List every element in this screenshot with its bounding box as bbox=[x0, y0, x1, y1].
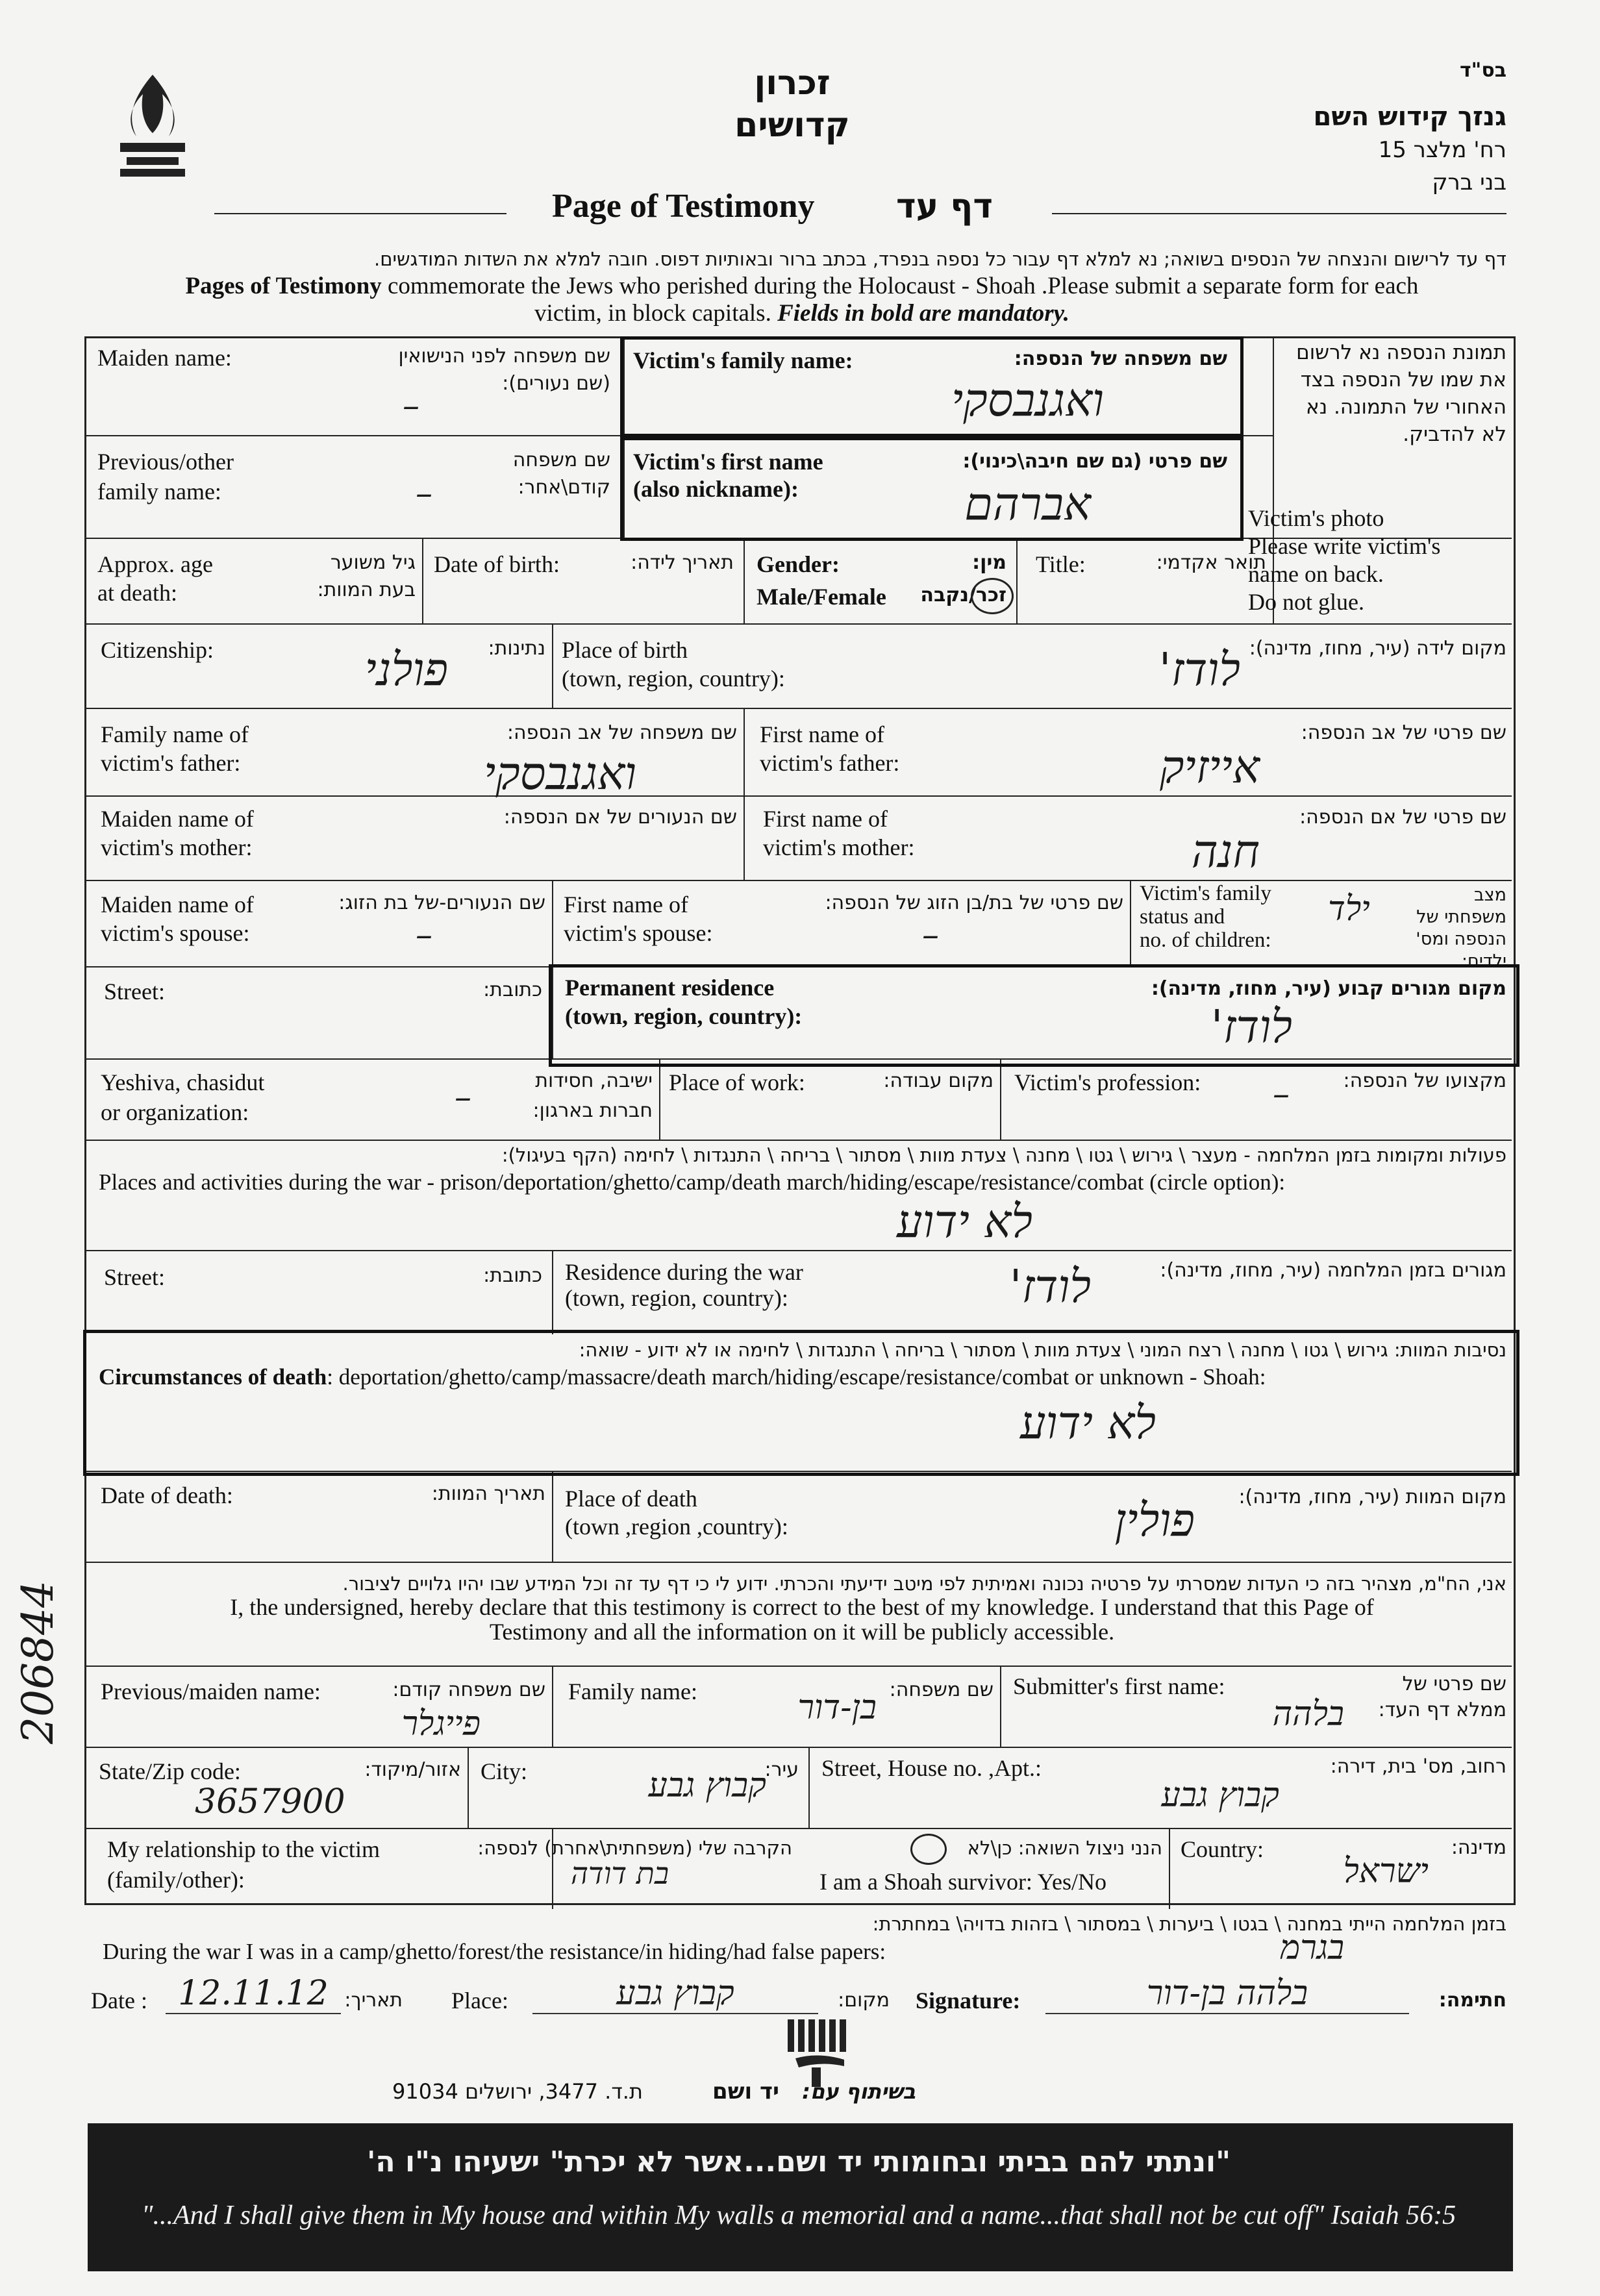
res-war-label-1: Residence during the war bbox=[565, 1259, 803, 1285]
dob-label-he: תאריך לידה: bbox=[631, 551, 734, 574]
org-address: רח' מלצר 15 bbox=[1378, 137, 1506, 163]
profession-label-he: מקצועו של הנספה: bbox=[1343, 1069, 1506, 1092]
intro-en-text-2: victim, in block capitals. bbox=[534, 300, 778, 327]
mother-maiden-label-1: Maiden name of bbox=[101, 806, 254, 832]
street-label-he: כתובת: bbox=[483, 979, 542, 1001]
family-status-value[interactable]: ילד bbox=[1328, 890, 1370, 929]
spouse-maiden-value[interactable]: – bbox=[416, 916, 432, 955]
margin-number: 206844 bbox=[13, 1580, 63, 1744]
spouse-first-label-1: First name of bbox=[564, 892, 688, 917]
circumstances-label-he: נסיבות המוות: גירוש \ גטו \ מחנה \ רצח המוני \ צעדת מוות \ מסתור \ בריחה \ התנגדות \ לחימה או לא ידוע - שואה: bbox=[579, 1339, 1506, 1361]
approx-age-label-1: Approx. age bbox=[97, 551, 213, 577]
victim-family-label: Victim's family name: bbox=[633, 347, 853, 373]
perm-res-value[interactable]: לודז' bbox=[1210, 1000, 1292, 1053]
survivor-label-he: הנני ניצול השואה: כן\לא bbox=[967, 1837, 1162, 1859]
father-first-label-2: victim's father: bbox=[760, 750, 900, 776]
banner-quote-en: "...And I shall give them in My house and within My walls a memorial and a name...that shall not be cut off" Isaiah 56:5 bbox=[141, 2201, 1456, 2230]
mother-maiden-label-he: שם הנעורים של אם הנספה: bbox=[503, 806, 737, 829]
relationship-label-he: הקרבה שלי (משפחתית\אחרת) לנספה: bbox=[477, 1837, 792, 1859]
father-family-value[interactable]: ואגנבסקי bbox=[483, 747, 636, 800]
victim-first-value[interactable]: אברהם bbox=[964, 477, 1091, 530]
relationship-label-1: My relationship to the victim bbox=[107, 1836, 380, 1862]
title-label-he: תואר אקדמי: bbox=[1156, 551, 1266, 574]
intro-en-mandatory: Fields in bold are mandatory. bbox=[777, 300, 1069, 327]
country-value[interactable]: ישראל bbox=[1343, 1852, 1429, 1891]
date-label: Date : bbox=[91, 1988, 147, 2014]
photo-instructions-he: תמונת הנספה נא לרשום את שמו של הנספה בצד האחורי של התמונה. נא לא להדביק. bbox=[1296, 341, 1506, 446]
circumstances-value[interactable]: לא ידוע bbox=[1019, 1396, 1156, 1449]
circumstances-en-bold: Circumstances of death bbox=[99, 1364, 327, 1390]
declaration-en-1: I, the undersigned, hereby declare that this testimony is correct to the best of my knowledge. I understand that this Page of bbox=[230, 1594, 1374, 1620]
gender-label-he-1: מין: bbox=[972, 551, 1006, 574]
title-label: Title: bbox=[1036, 551, 1086, 577]
country-label-he: מדינה: bbox=[1451, 1836, 1506, 1859]
partner-with: בשיתוף עם: bbox=[802, 2079, 916, 2104]
work-label: Place of work: bbox=[669, 1069, 805, 1095]
previous-family-label-1: Previous/other bbox=[97, 449, 234, 475]
citizenship-value[interactable]: פולני bbox=[364, 643, 448, 696]
citizenship-label: Citizenship: bbox=[101, 637, 214, 663]
survivor-label-en: I am a Shoah survivor: Yes/No bbox=[819, 1869, 1106, 1895]
city-value[interactable]: קבוץ גבע bbox=[648, 1766, 766, 1805]
family-status-label-1: Victim's family bbox=[1140, 882, 1271, 905]
profession-label: Victim's profession: bbox=[1014, 1069, 1201, 1095]
places-label-he: פעולות ומקומות בזמן המלחמה - מעצר \ גירוש \ גטו \ מחנה \ צעדת מוות \ מסתור \ בריחה \ התנגדות \ לחימה (הקף בעיגול): bbox=[501, 1144, 1506, 1166]
signature-label: Signature: bbox=[916, 1988, 1021, 2014]
photo-instructions-en-2: Please write victim's bbox=[1248, 533, 1441, 559]
signature-label-he: חתימה: bbox=[1438, 1989, 1506, 2012]
place-label-he: מקום: bbox=[838, 1989, 890, 2012]
place-death-label-1: Place of death bbox=[565, 1486, 697, 1512]
photo-instructions-en-4: Do not glue. bbox=[1248, 589, 1364, 615]
gender-label-he-2: זכר/נקבה bbox=[920, 584, 1006, 606]
place-birth-label-1: Place of birth bbox=[562, 637, 688, 663]
photo-instructions-en-1: Victim's photo bbox=[1248, 505, 1384, 531]
intro-en-2 bbox=[97, 299, 1506, 329]
father-first-label-he: שם פרטי של אב הנספה: bbox=[1301, 721, 1506, 744]
gender-label-1: Gender: bbox=[756, 551, 840, 577]
page-title-he: דף עד bbox=[896, 187, 993, 226]
submitter-prev-value[interactable]: פייגלר bbox=[401, 1704, 481, 1743]
maiden-name-value[interactable]: – bbox=[403, 386, 419, 425]
mother-first-label-he: שם פרטי של אם הנספה: bbox=[1299, 806, 1506, 829]
gender-label-2: Male/Female bbox=[756, 584, 886, 610]
gender-male-circle[interactable] bbox=[971, 578, 1014, 614]
page-title-en: Page of Testimony bbox=[552, 188, 815, 225]
victim-first-label-1: Victim's first name bbox=[633, 449, 823, 475]
spouse-maiden-label-2: victim's spouse: bbox=[101, 920, 250, 946]
father-family-label-1: Family name of bbox=[101, 721, 249, 747]
street-house-label-he: רחוב, מס' בית, דירה: bbox=[1330, 1755, 1506, 1778]
place-value[interactable]: קבוץ גבע bbox=[532, 1974, 818, 2014]
during-war-label-he: בזמן המלחמה הייתי במחנה \ בגטו \ ביערות \ במסתור \ בזהות בדויה\ במחתרת: bbox=[872, 1913, 1506, 1935]
quote-banner bbox=[88, 2123, 1513, 2271]
citizenship-label-he: נתינות: bbox=[488, 637, 545, 660]
father-family-label-he: שם משפחה של אב הנספה: bbox=[506, 721, 737, 744]
father-first-label-1: First name of bbox=[760, 721, 884, 747]
during-war-label-en: During the war I was in a camp/ghetto/forest/the resistance/in hiding/had false papers: bbox=[103, 1939, 886, 1964]
spouse-first-label-2: victim's spouse: bbox=[564, 920, 713, 946]
res-war-label-2: (town, region, country): bbox=[565, 1285, 788, 1311]
profession-value[interactable]: – bbox=[1273, 1075, 1290, 1114]
family-status-label-he: מצב משפחתי של הנספה ומס' ילדים: bbox=[1416, 885, 1506, 971]
places-value[interactable]: לא ידוע bbox=[896, 1195, 1032, 1248]
father-family-label-2: victim's father: bbox=[101, 750, 241, 776]
place-death-value[interactable]: פולין bbox=[1114, 1493, 1195, 1547]
mother-maiden-label-2: victim's mother: bbox=[101, 834, 253, 860]
dod-label: Date of death: bbox=[101, 1482, 233, 1508]
country-label: Country: bbox=[1181, 1836, 1264, 1862]
header-rule-right bbox=[1052, 213, 1506, 214]
street-house-value[interactable]: קבוץ גבע bbox=[1161, 1776, 1279, 1815]
street-war-label-he: כתובת: bbox=[483, 1264, 542, 1287]
survivor-no-circle[interactable] bbox=[910, 1834, 947, 1865]
previous-family-label-he: שם משפחה קודם\אחר: bbox=[512, 449, 610, 499]
banner-quote-he: "ונתתי להם בביתי ובחומותי יד ושם...אשר לא יכרת" ישעיהו נ"ו ה' bbox=[366, 2145, 1231, 2178]
signature-value[interactable]: בלהה בן-דור bbox=[1045, 1974, 1409, 2014]
intro-en-1 bbox=[97, 271, 1506, 301]
work-label-he: מקום עבודה: bbox=[883, 1069, 994, 1092]
submitter-family-label: Family name: bbox=[568, 1678, 697, 1704]
submitter-family-value[interactable]: בן-דור bbox=[797, 1688, 877, 1727]
res-war-label-he: מגורים בזמן המלחמה (עיר, מחוז, מדינה): bbox=[1160, 1259, 1506, 1282]
yeshiva-label-he-1: ישיבה, חסידות bbox=[535, 1069, 653, 1092]
logo bbox=[107, 71, 198, 182]
title-he-2: קדושים bbox=[734, 106, 850, 145]
place-birth-label-2: (town, region, country): bbox=[562, 666, 785, 692]
header-rule-left bbox=[214, 213, 506, 214]
circumstances-label-en bbox=[99, 1362, 1508, 1392]
zip-label-he: אזור/מיקוד: bbox=[364, 1758, 461, 1781]
family-status-label-2: status and bbox=[1140, 905, 1225, 929]
place-label: Place: bbox=[451, 1988, 508, 2014]
street-label: Street: bbox=[104, 979, 165, 1004]
places-label-en: Places and activities during the war - prison/deportation/ghetto/camp/death march/hiding/escape/resistance/combat (circle option): bbox=[99, 1169, 1286, 1195]
org-name: גנזך קידוש השם bbox=[1313, 102, 1506, 132]
street-war-label: Street: bbox=[104, 1264, 165, 1290]
place-death-label-he: מקום המוות (עיר, מחוז, מדינה): bbox=[1238, 1486, 1506, 1508]
yeshiva-label-he-2: חברות בארגון: bbox=[532, 1099, 653, 1122]
intro-he: דף עד לרישום והנצחה של הנספים בשואה; נא למלא דף עבור כל נספה בנפרד, בכתב ברור ובאותיות דפוס. חובה למלא את השדות המודגשים. bbox=[374, 248, 1506, 270]
intro-en-bold: Pages of Testimony bbox=[185, 273, 382, 299]
father-first-value[interactable]: אייזיק bbox=[1159, 740, 1260, 793]
maiden-name-label: Maiden name: bbox=[97, 345, 232, 371]
partner-address: ת.ד. 3477, ירושלים 91034 bbox=[392, 2079, 643, 2104]
relationship-value[interactable]: בת דודה bbox=[570, 1856, 669, 1891]
photo-instructions-en-3: name on back. bbox=[1248, 561, 1384, 587]
zip-value[interactable]: 3657900 bbox=[195, 1782, 345, 1821]
bsd: בס"ד bbox=[1460, 59, 1506, 82]
yeshiva-value[interactable]: – bbox=[455, 1078, 471, 1117]
submitter-first-label-he: שם פרטי של ממלא דף העד: bbox=[1378, 1673, 1506, 1721]
city-label-he: עיר: bbox=[764, 1758, 799, 1781]
date-value[interactable]: 12.11.12 bbox=[166, 1974, 341, 2014]
approx-age-label-2: at death: bbox=[97, 580, 177, 606]
spouse-first-value[interactable]: – bbox=[922, 916, 939, 955]
date-label-he: תאריך: bbox=[344, 1989, 403, 2012]
partner-name: יד ושם bbox=[712, 2078, 779, 2104]
spouse-maiden-label-1: Maiden name of bbox=[101, 892, 254, 917]
city-label: City: bbox=[481, 1758, 528, 1784]
relationship-label-2: (family/other): bbox=[107, 1867, 245, 1893]
victim-family-value[interactable]: ואגנבסקי bbox=[951, 373, 1104, 427]
yeshiva-label-1: Yeshiva, chasidut bbox=[101, 1069, 265, 1095]
submitter-prev-label: Previous/maiden name: bbox=[101, 1678, 321, 1704]
submitter-first-value[interactable]: בלהה bbox=[1272, 1695, 1344, 1734]
circumstances-en-text: : deportation/ghetto/camp/massacre/death march/hiding/escape/resistance/combat or unknown - Shoah: bbox=[327, 1364, 1266, 1390]
approx-age-label-he: גיל משוער בעת המוות: bbox=[317, 551, 416, 601]
res-war-value[interactable]: לודז' bbox=[1009, 1260, 1091, 1313]
submitter-prev-label-he: שם משפחה קודם: bbox=[392, 1678, 545, 1701]
previous-family-value[interactable]: – bbox=[416, 474, 432, 513]
declaration-he: אני, הח"מ, מצהיר בזה כי העדות שמסרתי על פרטיה נכונה ואמיתית לפי מיטב ידיעתי והכרתי. ידוע לי כי דף עד זה וכל המידע שבו יהיו גלויים לציבור. bbox=[342, 1573, 1506, 1595]
victim-first-label-2: (also nickname): bbox=[633, 476, 799, 502]
perm-res-label-1: Permanent residence bbox=[565, 975, 775, 1001]
mother-first-label-1: First name of bbox=[763, 806, 888, 832]
zip-label: State/Zip code: bbox=[99, 1758, 241, 1784]
spouse-maiden-label-he: שם הנעורים-של בת הזוג: bbox=[338, 892, 545, 914]
perm-res-label-2: (town, region, country): bbox=[565, 1003, 803, 1029]
intro-en-text: commemorate the Jews who perished during the Holocaust - Shoah .Please submit a separate form for each bbox=[381, 273, 1419, 299]
during-war-value[interactable]: בגרמ bbox=[1280, 1928, 1344, 1967]
org-city: בני ברק bbox=[1432, 169, 1506, 195]
mother-first-value[interactable]: חנה bbox=[1191, 825, 1260, 878]
submitter-first-label: Submitter's first name: bbox=[1013, 1673, 1225, 1699]
mother-first-label-2: victim's mother: bbox=[763, 834, 915, 860]
place-death-label-2: (town ,region ,country): bbox=[565, 1514, 788, 1540]
place-birth-label-he: מקום לידה (עיר, מחוז, מדינה): bbox=[1249, 637, 1506, 660]
yeshiva-label-2: or organization: bbox=[101, 1099, 249, 1125]
spouse-first-label-he: שם פרטי של בת/בן הזוג של הנספה: bbox=[825, 892, 1123, 914]
place-birth-value[interactable]: לודז' bbox=[1158, 643, 1240, 696]
declaration-en-2: Testimony and all the information on it will be publicly accessible. bbox=[489, 1619, 1115, 1645]
victim-family-label-he: שם משפחה של הנספה: bbox=[1014, 347, 1227, 370]
dod-label-he: תאריך המוות: bbox=[431, 1482, 545, 1505]
maiden-name-label-he: שם משפחה לפני הנישואין (שם נעורים): bbox=[398, 345, 610, 395]
title-he-1: זכרון bbox=[754, 64, 831, 103]
victim-first-label-he: שם פרטי (גם שם חיבה\כינוי): bbox=[962, 450, 1227, 473]
dob-label: Date of birth: bbox=[434, 551, 560, 577]
street-house-label: Street, House no. ,Apt.: bbox=[821, 1755, 1042, 1781]
submitter-family-label-he: שם משפחה: bbox=[889, 1678, 994, 1701]
previous-family-label-2: family name: bbox=[97, 479, 221, 505]
perm-res-label-he: מקום מגורים קבוע (עיר, מחוז, מדינה): bbox=[1151, 977, 1506, 1000]
family-status-label-3: no. of children: bbox=[1140, 929, 1271, 952]
